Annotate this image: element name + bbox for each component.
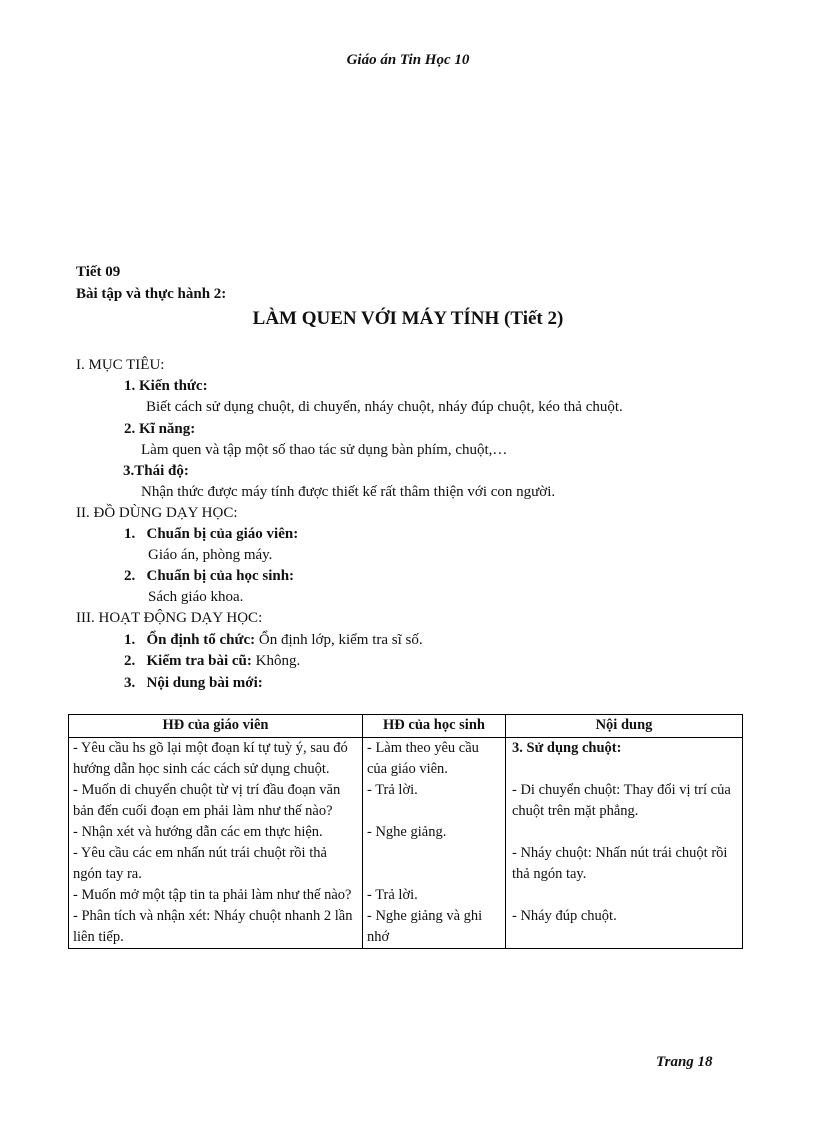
- page-number: Trang 18: [656, 1054, 713, 1070]
- item-2-text: Không.: [251, 653, 301, 669]
- item-3-label: 3. Nội dung bài mới:: [124, 675, 263, 691]
- section-3-heading: III. HOẠT ĐỘNG DẠY HỌC:: [76, 610, 263, 626]
- header-student: HĐ của học sinh: [363, 715, 506, 738]
- table-row: [69, 822, 743, 843]
- item-1-label: 1. Ổn định tổ chức:: [124, 632, 256, 648]
- knowledge-label: 1. Kiến thức:: [124, 378, 208, 394]
- table-row: [69, 738, 743, 781]
- attitude-text: Nhận thức được máy tính được thiết kế rất thâm thiện với con người.: [141, 484, 556, 500]
- page-header: Giáo án Tin Học 10: [346, 52, 470, 68]
- lesson-period: Tiết 09: [76, 264, 121, 280]
- knowledge-text: Biết cách sử dụng chuột, di chuyển, nháy chuột, nháy đúp chuột, kéo thả chuột.: [146, 399, 623, 415]
- item-2: [124, 653, 300, 670]
- content-cell: - Nháy đúp chuột.: [506, 906, 743, 949]
- content-cell: - Nháy chuột: Nhấn nút trái chuột rồi thả ngón tay.: [506, 843, 743, 885]
- lesson-title: LÀM QUEN VỚI MÁY TÍNH (Tiết 2): [252, 308, 564, 329]
- student-cell: - Nghe giảng và ghi nhớ: [363, 906, 506, 949]
- item-1: [124, 632, 423, 649]
- lesson-subtitle: Bài tập và thực hành 2:: [76, 286, 227, 302]
- table-row: [69, 780, 743, 822]
- content-cell: - Di chuyển chuột: Thay đổi vị trí của chuột trên mặt phẳng.: [506, 780, 743, 822]
- teacher-cell: - Phân tích và nhận xét: Nháy chuột nhanh 2 lần liên tiếp.: [69, 906, 363, 949]
- student-cell: - Trả lời.: [363, 780, 506, 822]
- teacher-prep-text: Giáo án, phòng máy.: [148, 547, 273, 563]
- teacher-prep-label: 1. Chuẩn bị của giáo viên:: [124, 526, 299, 542]
- table-row: [69, 885, 743, 906]
- teacher-cell: - Muốn di chuyển chuột từ vị trí đầu đoạn văn bản đến cuối đoạn em phải làm như thế nào?: [69, 780, 363, 822]
- activity-table: [68, 714, 743, 949]
- content-cell: [506, 885, 743, 906]
- header-content: Nội dung: [506, 715, 743, 738]
- teacher-cell: - Nhận xét và hướng dẫn các em thực hiện.: [69, 822, 363, 843]
- table-row: [69, 843, 743, 885]
- student-prep-label: 2. Chuẩn bị của học sinh:: [124, 568, 295, 584]
- item-2-label: 2. Kiểm tra bài cũ:: [124, 653, 252, 669]
- teacher-cell: - Yêu cầu các em nhấn nút trái chuột rồi thả ngón tay ra.: [69, 843, 363, 885]
- skills-label: 2. Kĩ năng:: [124, 421, 196, 437]
- content-cell: [506, 822, 743, 843]
- student-prep-text: Sách giáo khoa.: [148, 589, 244, 605]
- section-2-heading: II. ĐỒ DÙNG DẠY HỌC:: [76, 505, 238, 521]
- table-row: [69, 906, 743, 949]
- item-1-text: Ổn định lớp, kiểm tra sĩ số.: [255, 632, 423, 648]
- section-1-heading: I. MỤC TIÊU:: [76, 357, 165, 373]
- skills-text: Làm quen và tập một số thao tác sử dụng bàn phím, chuột,…: [141, 442, 508, 458]
- student-cell: - Làm theo yêu cầu của giáo viên.: [363, 738, 506, 781]
- student-cell: [363, 843, 506, 885]
- attitude-label: 3.Thái độ:: [123, 463, 189, 479]
- teacher-cell: - Muốn mở một tập tin ta phải làm như thế nào?: [69, 885, 363, 906]
- student-cell: - Nghe giảng.: [363, 822, 506, 843]
- content-cell: 3. Sử dụng chuột:: [506, 738, 743, 781]
- table-header-row: [69, 715, 743, 738]
- header-teacher: HĐ của giáo viên: [69, 715, 363, 738]
- teacher-cell: - Yêu cầu hs gõ lại một đoạn kí tự tuỳ ý, sau đó hướng dẫn học sinh các cách sử dụng chuột.: [69, 738, 363, 781]
- student-cell: - Trả lời.: [363, 885, 506, 906]
